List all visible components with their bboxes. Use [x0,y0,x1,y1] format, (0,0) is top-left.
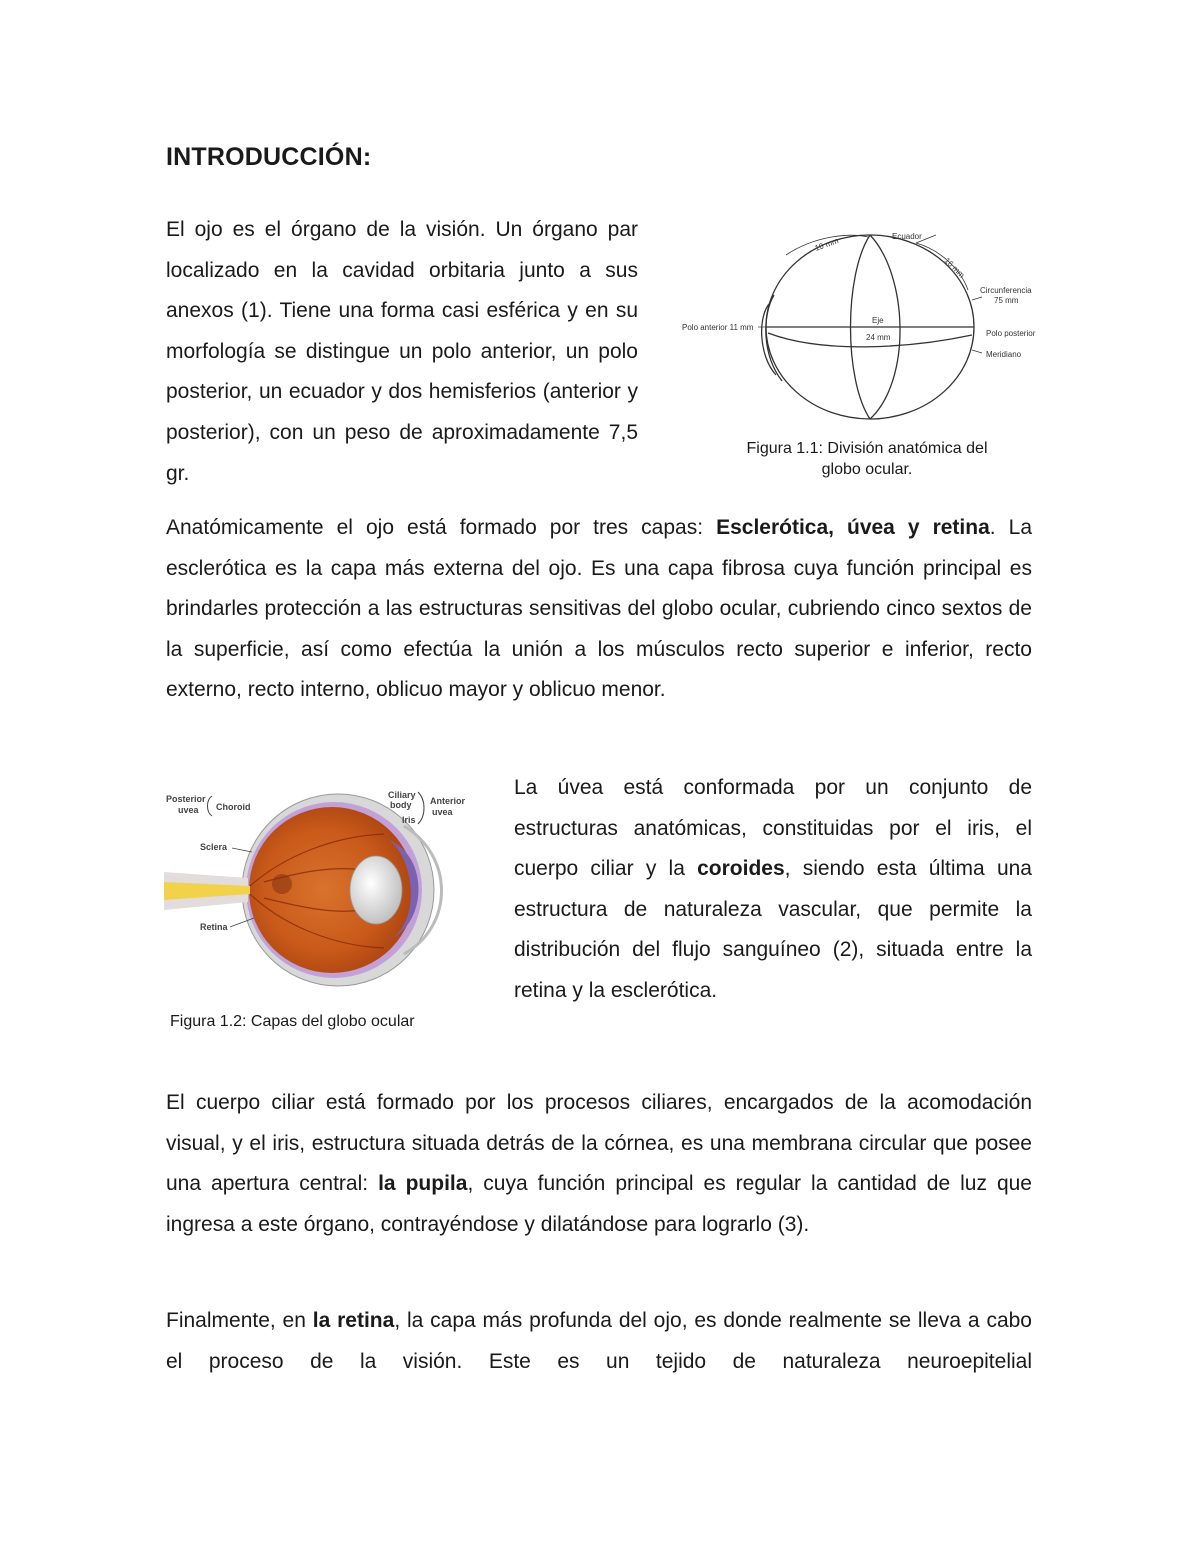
label-eje-value: 24 mm [866,333,891,342]
label-iris: Iris [402,815,416,825]
label-posterior-uvea-2: uvea [178,805,199,815]
p5-intro: Finalmente, en [166,1309,313,1332]
label-anterior-uvea-1: Anterior [430,796,466,806]
figure1-caption-line2: globo ocular. [821,461,913,478]
label-polo-anterior: Polo anterior 11 mm [682,323,754,332]
label-arc-left: 10 mm [813,236,840,253]
paragraph-layers [166,508,1032,711]
label-ciliary-1: Ciliary [388,790,416,800]
p4-rest: , cuya función principal es regular la cantidad de luz que ingresa a este órgano, contrayéndose y dilatándose para lograrlo (3). [166,1172,1032,1236]
figure1-caption-line1: Figura 1.1: División anatómica del [746,440,988,457]
label-retina: Retina [200,922,228,932]
figure-eye-layers [164,786,472,992]
p2-bold-layers: Esclerótica, úvea y retina [716,516,990,539]
p2-rest: . La esclerótica es la capa más externa del ojo. Es una capa fibrosa cuya función principal es brindarles protección a las estructuras sensitivas del globo ocular, cubriendo cinco sextos de la superficie, así como efectúa la unión a los músculos recto superior e inferior, recto externo, recto interno, oblicuo mayor y oblicuo menor. [166,516,1032,702]
label-ciliary-2: body [390,800,412,810]
p2-intro: Anatómicamente el ojo está formado por tres capas: [166,516,717,539]
section-heading: INTRODUCCIÓN: [166,143,372,171]
figure1-caption [708,438,1026,480]
label-eje: Eje [872,316,884,325]
figure2-caption: Figura 1.2: Capas del globo ocular [170,1013,415,1030]
label-anterior-uvea-2: uvea [432,807,453,817]
p5-rest: , la capa más profunda del ojo, es donde realmente se lleva a cabo el proceso de la visión. Este es un tejido de naturaleza neuroepitelial [166,1309,1032,1373]
label-polo-posterior: Polo posterior [986,329,1036,338]
p3-rest: , siendo esta última una estructura de naturaleza vascular, que permite la distribución del flujo sanguíneo (2), situada entre la retina y la esclerótica. [514,857,1032,1002]
label-meridiano: Meridiano [986,350,1022,359]
paragraph-eye-intro: El ojo es el órgano de la visión. Un órgano par localizado en la cavidad orbitaria junto a sus anexos (1). Tiene una forma casi esférica y en su morfología se distingue un polo anterior, un polo posterior, un ecuador y dos hemisferios (anterior y posterior), con un peso de aproximadamente 7,5 gr. [166,218,638,485]
label-choroid: Choroid [216,802,251,812]
eye-layers-illustration [164,786,472,992]
p4-bold-pupila: la pupila [378,1172,468,1196]
figure-eyeball-division [676,215,1074,425]
label-ecuador: Ecuador [892,232,922,241]
label-arc-right: 16 mm [942,256,967,280]
label-circunferencia: Circunferencia [980,286,1032,295]
p4-intro: El cuerpo ciliar está formado por los procesos ciliares, encargados de la acomodación visual, y el iris, estructura situada detrás de la córnea, es una membrana circular que posee una apertura central: [166,1091,1032,1196]
label-posterior-uvea-1: Posterior [166,794,206,804]
paragraph-ciliary-body [166,1083,1032,1245]
label-circ-value: 75 mm [994,296,1019,305]
paragraph-retina [166,1301,1032,1382]
paragraph-uvea [514,768,1032,1012]
eyeball-division-diagram [676,215,1074,425]
label-sclera: Sclera [200,842,228,852]
p3-intro: La úvea está conformada por un conjunto de estructuras anatómicas, constituidas por el iris, el cuerpo ciliar y la [514,776,1032,881]
p3-bold-coroides: coroides [697,857,785,881]
p5-bold-retina: la retina [312,1309,395,1332]
